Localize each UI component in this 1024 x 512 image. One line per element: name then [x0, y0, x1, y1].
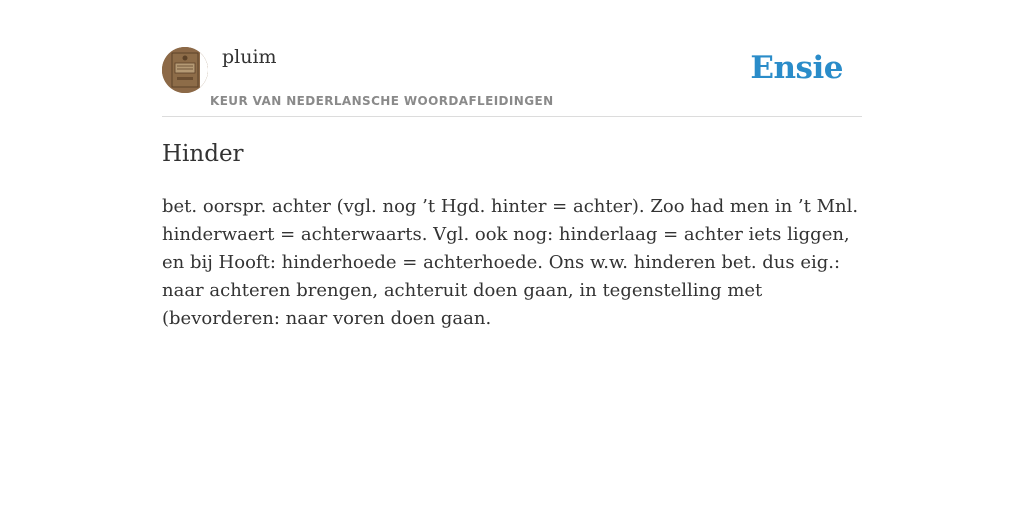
book-cover-avatar-icon [162, 47, 208, 93]
author-avatar[interactable] [162, 47, 208, 93]
entry-card [162, 0, 862, 329]
entry-title: Hinder [162, 141, 244, 167]
entry-body: bet. oorspr. achter (vgl. nog ’t Hgd. hinter = achter). Zoo had men in ’t Mnl. hinderwaert = achterwaarts. Vgl. ook nog: hinderlaag = achter iets liggen, en bij Hooft: hinderhoede = achterhoede. Ons w.w. hinderen bet. dus eig.: naar achteren brengen, achteruit doen gaan, in tegenstelling met (bevorderen: naar voren doen gaan. [162, 196, 859, 329]
brand-logo[interactable]: Ensie [750, 50, 843, 86]
author-link[interactable]: pluim [222, 46, 277, 68]
entry-header [162, 0, 862, 117]
source-link[interactable]: KEUR VAN NEDERLANSCHE WOORDAFLEIDINGEN [210, 94, 554, 108]
